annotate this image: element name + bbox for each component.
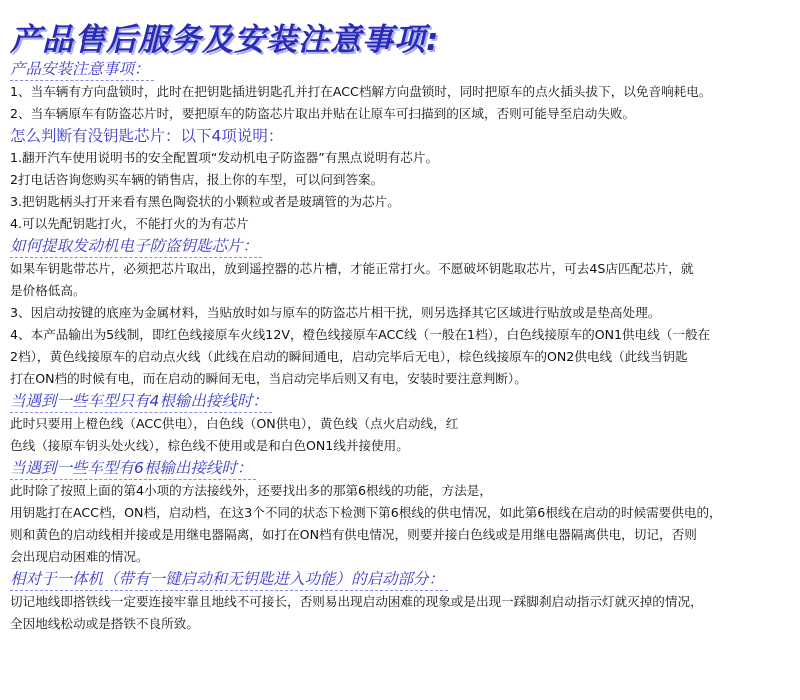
section-heading: 怎么判断有没钥匙芯片：以下4项说明： <box>10 127 284 145</box>
section-install-notes <box>10 58 790 125</box>
section-chip-extract <box>10 235 790 390</box>
page-title: 产品售后服务及安装注意事项: <box>10 22 440 58</box>
paragraph: 2、当车辆原车有防盗芯片时，要把原车的防盗芯片取出并贴在让原车可扫描到的区域，否则可能导至启动失败。 <box>10 106 636 121</box>
section-heading: 相对于一体机（带有一键启动和无钥匙进入功能）的启动部分： <box>10 568 448 591</box>
section-chip-check <box>10 125 790 235</box>
paragraph: 3、因启动按键的底座为金属材料，当贴放时如与原车的防盗芯片相干扰，则另选择其它区域进行贴放或是垫高处理。 <box>10 305 661 320</box>
paragraph: 此时只要用上橙色线（ACC供电），白色线（ON供电），黄色线（点火启动线，红 色线（接原车钥头处火线），棕色线不使用或是和白色ON1线并接使用。 <box>10 416 459 453</box>
section-heading: 产品安装注意事项： <box>10 58 154 81</box>
section-one-key-start <box>10 568 790 635</box>
section-heading: 当遇到一些车型只有4根输出接线时： <box>10 390 272 413</box>
paragraph: 4.可以先配钥匙打火，不能打火的为有芯片 <box>10 216 249 231</box>
paragraph: 2打电话咨询您购买车辆的销售店，报上你的车型，可以问到答案。 <box>10 172 384 187</box>
paragraph: 此时除了按照上面的第4小项的方法接线外，还要找出多的那第6根线的功能，方法是， 用钥匙打在ACC档，ON档，启动档，在这3个不同的状态下检测下第6根线的供电情况，如此第6根线在启动的时候需要供电的， 则和黄色的启动线相并接或是用继电器隔离，如打在ON档有供电情况，则要并接白色线或是用继电器隔离供电，切记，否则 会出现启动困难的情况。 <box>10 483 722 564</box>
section-heading: 如何提取发动机电子防盗钥匙芯片： <box>10 235 262 258</box>
paragraph: 切记地线即搭铁线一定要连接牢靠且地线不可接长，否则易出现启动困难的现象或是出现一踩脚刹启动指示灯就灭掉的情况， 全因地线松动或是搭铁不良所致。 <box>10 594 703 631</box>
section-heading: 当遇到一些车型有6根输出接线时： <box>10 457 256 480</box>
paragraph: 4、本产品输出为5线制，即红色线接原车火线12V，橙色线接原车ACC线（一般在1档），白色线接原车的ON1供电线（一般在 2档），黄色线接原车的启动点火线（此线在启动的瞬间通电，启动完毕后无电），棕色线接原车的ON2供电线（此线当钥匙 打在ON档的时候有电，而在启动的瞬间无电，当启动完毕后则又有电，安装时要注意判断）。 <box>10 327 711 386</box>
paragraph: 1、当车辆有方向盘锁时，此时在把钥匙插进钥匙孔并打在ACC档解方向盘锁时，同时把原车的点火插头拔下，以免音响耗电。 <box>10 84 712 99</box>
section-four-wires <box>10 390 790 457</box>
section-six-wires <box>10 457 790 568</box>
paragraph: 如果车钥匙带芯片，必须把芯片取出，放到遥控器的芯片槽，才能正常打火。不愿破坏钥匙取芯片，可去4S店匹配芯片，就 是价格低高。 <box>10 261 694 298</box>
paragraph: 3.把钥匙柄头打开来看有黑色陶瓷状的小颗粒或者是玻璃管的为芯片。 <box>10 194 400 209</box>
paragraph: 1.翻开汽车使用说明书的安全配置项“发动机电子防盗器”有黑点说明有芯片。 <box>10 150 439 165</box>
